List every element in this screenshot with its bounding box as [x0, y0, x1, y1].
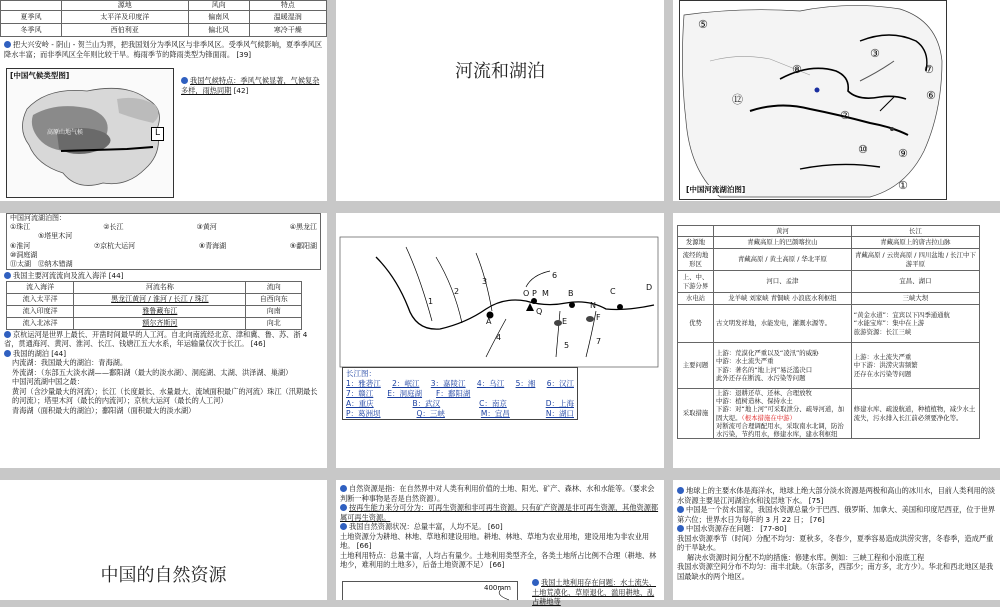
table-cell: 寒冷干燥 — [249, 24, 326, 37]
map-number: ⑦ — [924, 63, 934, 76]
map-label: Q — [536, 307, 543, 316]
map-label: D — [646, 283, 653, 292]
climate-map-graphic — [7, 69, 173, 197]
red-note: （根本措施在中游） — [741, 413, 796, 422]
legend-item: ③黄河 — [196, 223, 217, 232]
water-paragraph: 中国水资源存在问题： [77-80] — [673, 524, 1000, 534]
table-cell: 水电站 — [678, 293, 714, 305]
resource-paragraph: 土地资源分为耕地、林地、草地和建设用地。耕地、林地、草地为农业用地，建设用地为非农业用地。 [66] — [340, 531, 650, 550]
map-label: 5 — [564, 341, 570, 350]
canal-paragraph: 京杭运河是世界上最长、开凿时间最早的人工河。自北向南流经北京、津和冀、鲁、苏、浙 4 省，贯通海河、黄河、淮河、长江、钱塘江五大水系，年运输量仅次于长江。 [46] — [4, 329, 308, 349]
table-header-cell: 长江 — [851, 226, 979, 237]
legend-item: ②长江 — [103, 223, 124, 232]
legend-item: ⑪太湖 — [10, 260, 31, 269]
map-number: ⑥ — [926, 89, 936, 102]
slide-title-rivers[interactable] — [336, 0, 664, 201]
legend-item: ⑫纳木错湖 — [37, 260, 73, 269]
table-header-cell: 风向 — [188, 1, 249, 11]
table-cell: 古文明发祥地，水能发电，灌溉水源等。 — [714, 305, 852, 343]
map-title: [中国气候类型图] — [10, 71, 70, 80]
river-legend-box: 中国河流湖泊图： ①珠江 ②长江 ③黄河 ④黑龙江 ⑤塔里木河 ⑥淮河 ⑦京杭大运河 ⑧青海湖 ⑨鄱阳湖 ⑩洞庭湖 ⑪太湖 ⑫纳木错湖 — [6, 213, 321, 270]
smile-icon — [677, 506, 684, 513]
water-paragraph: 中国是一个贫水国家，我国水资源总量少于巴西、俄罗斯、加拿大、美国和印度尼西亚，位于世界第六位；世界水日为每年的 3 月 22 日； [76] — [677, 505, 996, 524]
smile-icon — [4, 350, 11, 357]
water-paragraph: 地球上的主要水体是海洋水，地球上绝大部分淡水资源是两极和高山的冰川水，目前人类利用的淡水资源主要是江河湖泊水和浅层地下水。 [75] — [677, 486, 996, 505]
slide-yangtze-map[interactable] — [336, 213, 664, 468]
table-cell: 青藏高原上的唐古拉山脉 — [851, 237, 979, 249]
map-number: ⑫ — [732, 93, 743, 106]
table-cell: 流经的地形区 — [678, 249, 714, 271]
table-cell: 流入北冰洋 — [7, 317, 74, 329]
map-label: 3 — [482, 277, 488, 286]
legend-item: 4：乌江 — [476, 378, 505, 388]
table-cell: 上游：荒漠化严重以及“凌汛”的威胁 中游：水土流失严重 下游：著名的“地上河”易泛滥决口 此外还存在断流、水污染等问题 — [714, 343, 852, 389]
table-cell: 上、中、下游分界 — [678, 271, 714, 293]
map-inner-label: 高原山地气候 — [47, 129, 84, 136]
table-cell: 龙羊峡 刘家峡 青铜峡 小浪底水利枢纽 — [714, 293, 852, 305]
legend-item: ④黑龙江 — [289, 223, 317, 232]
slide-climate[interactable] — [0, 0, 327, 201]
resource-paragraph: 我国自然资源状况：总量丰富，人均不足。 [60] — [336, 522, 664, 532]
table-cell: 三峡大坝 — [851, 293, 979, 305]
legend-item: E：洞庭湖 — [387, 388, 423, 398]
slide-title: 河流和湖泊 — [455, 61, 545, 82]
river-ocean-table — [6, 281, 302, 330]
smile-icon — [677, 487, 684, 494]
table-cell: 向南 — [246, 305, 302, 317]
legend-item: M：宜昌 — [480, 408, 510, 418]
map-label: 6 — [552, 271, 558, 280]
table-cell: 宜昌、湖口 — [851, 271, 979, 293]
table-cell: 自西向东 — [246, 293, 302, 305]
legend-item: 7：赣江 — [346, 388, 374, 398]
table-cell: 雅鲁藏布江 — [74, 305, 246, 317]
legend-item: ⑩洞庭湖 — [10, 250, 38, 259]
table-cell: 上游：退耕还草、还林、合理放牧 中游：植树造林、保持水土 下游：对“地上河”可采取泄分、疏导河道，加固大堤。（根本措施在中游） 对断流可合理调配用水，采取南水北调，防治水污染，节约用水，修建水库，建水利枢纽 — [714, 389, 852, 439]
resource-paragraph: 自然资源是指：在自然界中对人类有利用价值的土地、阳光、矿产、森林、水和水能等。（要求会判断一种事物是否是自然资源）。 — [340, 484, 655, 503]
table-cell: 优势 — [678, 305, 714, 343]
table-cell: 采取措施 — [678, 389, 714, 439]
legend-item: 5：湘 — [515, 378, 536, 388]
yangtze-map-graphic — [336, 227, 664, 377]
smile-icon — [532, 579, 539, 586]
map-label: B — [568, 289, 574, 298]
legend-item: C：南京 — [479, 398, 507, 408]
legend-item: ⑧青海湖 — [198, 241, 227, 250]
monsoon-table — [0, 0, 327, 37]
table-cell: 偏北风 — [188, 24, 249, 37]
resource-paragraph: 按再生能力来分可分为：可再生资源和非可再生资源。只有矿产资源是非可再生资源，其他资源都属可再生资源。 — [340, 503, 659, 522]
water-paragraph: 我国水资源季节（时间）分配不均匀：夏秋多，冬春少，夏季容易造成洪涝灾害，冬春季，造成严重的干旱缺水。 — [677, 533, 994, 552]
smile-icon — [4, 272, 11, 279]
map-label: E — [562, 317, 568, 326]
climate-note: 我国气候特点：季风气候显著，气候复杂多样，雨热同期 [42] — [181, 76, 320, 95]
table-cell: 温暖湿润 — [249, 11, 326, 24]
table-cell: 青藏高原 / 云贵高原 / 四川盆地 / 长江中下游平原 — [851, 249, 979, 271]
river-compare-table — [677, 225, 980, 439]
table-cell: 太平洋及印度洋 — [61, 11, 188, 24]
legend-item: 2：岷江 — [392, 378, 420, 388]
map-label: N — [590, 301, 596, 310]
map-label: A — [486, 317, 492, 326]
table-cell: 流入太平洋 — [7, 293, 74, 305]
table-header-cell: 黄河 — [714, 226, 852, 237]
map-number: ③ — [870, 47, 880, 60]
inner-lake-text: 内流湖：我国最大的湖泊：青海湖。 — [12, 358, 128, 368]
table-header-cell — [678, 226, 714, 237]
legend-item: ⑨鄱阳湖 — [289, 241, 317, 250]
map-label: 400mm — [484, 584, 511, 592]
table-cell: 冬季风 — [1, 24, 62, 37]
slide-title: 中国的自然资源 — [100, 565, 227, 586]
legend-item: ⑦京杭大运河 — [93, 241, 136, 250]
smile-icon — [677, 525, 684, 532]
table-cell: 修建水库、疏浚航道，种植植物，减少水土流失，污水排入长江前必须要净化等。 — [851, 389, 979, 439]
river-map-graphic — [680, 1, 948, 201]
legend-item: Q：三峡 — [416, 408, 445, 418]
land-map-graphic — [343, 582, 517, 600]
china-most-title: 中国河流湖中国之最： — [12, 377, 84, 387]
table-cell: 黑龙江黄河 / 淮河 / 长江 / 珠江 — [74, 293, 246, 305]
monsoon-paragraph: 把大兴安岭 - 阴山 - 贺兰山为界，把我国划分为季风区与非季风区。受季风气候影响，夏季季风区降水丰富；而非季风区全年则比较干旱。梅雨季节的降雨类型为锋面雨。 [39] — [4, 40, 323, 59]
legend-item: D：上海 — [545, 398, 574, 408]
legend-item: F：鄱阳湖 — [436, 388, 471, 398]
map-marker-label: L — [151, 127, 164, 141]
river-lake-map — [679, 0, 947, 200]
table-header-cell: 源地 — [61, 1, 188, 11]
slide-river-map[interactable] — [673, 0, 1000, 201]
slide-water-resources[interactable] — [673, 480, 1000, 600]
legend-item: ①珠江 — [10, 223, 31, 232]
legend-item: B：武汉 — [412, 398, 441, 408]
water-paragraph: 我国水资源空间分布不均匀：南丰北缺。（东部多，西部少；南方多，北方少）。华北和西北地区是我国最缺水的两个地区。 — [677, 562, 994, 581]
map-label: P — [532, 289, 537, 298]
table-cell: 河口、孟津 — [714, 271, 852, 293]
legend-item: 3：嘉陵江 — [430, 378, 466, 388]
table-cell: 发源地 — [678, 237, 714, 249]
table-cell: 西伯利亚 — [61, 24, 188, 37]
table-cell: 主要问题 — [678, 343, 714, 389]
map-number: ⑧ — [792, 63, 802, 76]
map-number: ⑤ — [698, 18, 708, 31]
map-label: M — [542, 289, 549, 298]
legend-item: N：湖口 — [545, 408, 574, 418]
map-label: 7 — [596, 337, 602, 346]
smile-icon — [340, 504, 347, 511]
table-cell: 夏季风 — [1, 11, 62, 24]
slide-rivers-lakes[interactable] — [0, 213, 327, 468]
water-paragraph: 解决水资源时间分配不均的措施：修建水库。例如：三峡工程和小浪底工程 — [687, 552, 925, 562]
legend-item: 6：汉江 — [546, 378, 574, 388]
map-title: [中国河流湖泊图] — [686, 185, 746, 194]
smile-icon — [340, 485, 347, 492]
legend-item: ⑥淮河 — [10, 241, 31, 250]
table-header-cell — [1, 1, 62, 11]
yangtze-legend-box: 长江图： 1：雅砻江 2：岷江 3：嘉陵江 4：乌江 5：湘 6：汉江 7：赣江 E：洞庭湖 F：鄱阳湖 A：重庆 B：武汉 C：南京 D：上海 P：葛洲坝 Q：三峡 M：宜昌 N：湖口 — [342, 367, 578, 420]
resource-paragraph: 土地利用特点：总量丰富，人均占有量少。土地利用类型齐全，各类土地所占比例不合理（耕地、林地少，难利用的土地多），后备土地资源不足） [66] — [340, 550, 657, 569]
china-most-text: 黄河（含沙量最大的河流）；长江（长度最长、水量最大、流域面积最广的河流）珠江（汛期最长的河流）；塔里木河（最长的内流河）；京杭大运河（最长的人工河） — [12, 386, 318, 406]
river-table-title: 我国主要河流流向及流入海洋 [44] — [0, 271, 327, 281]
table-cell: 偏南风 — [188, 11, 249, 24]
legend-item: ⑤塔里木河 — [38, 232, 73, 241]
legend-item: P：葛洲坝 — [346, 408, 381, 418]
lake-most-text: 青海湖（面积最大的湖泊）；鄱阳湖（面积最大的淡水湖） — [12, 405, 196, 415]
table-cell: “黄金水道”：宜宾以下四季通通航 “水能宝库”：集中在上游 旅游资源：长江三峡 — [851, 305, 979, 343]
map-label: C — [610, 287, 616, 296]
slide-river-compare[interactable] — [673, 213, 1000, 468]
land-problem-text: 我国土地利用存在问题：水土流失、土地荒漠化、草原退化、滥用耕地、乱占耕地等 — [532, 578, 657, 606]
smile-icon — [4, 41, 11, 48]
outer-lake-text: 外流湖：（东部五大淡水湖——鄱阳湖（最大的淡水湖）、洞庭湖、太湖、洪泽湖、巢湖） — [12, 367, 293, 377]
map-label: 2 — [454, 287, 460, 296]
map-label: 1 — [428, 297, 434, 306]
slide-title-resources[interactable] — [0, 480, 327, 600]
land-use-map — [342, 581, 518, 600]
table-cell: 青藏高原 / 黄土高原 / 华北平原 — [714, 249, 852, 271]
table-cell: 流入印度洋 — [7, 305, 74, 317]
table-cell: 上游：水土流失严重 中下游：洪涝灾害频繁 还存在水污染等问题 — [851, 343, 979, 389]
climate-map — [6, 68, 174, 198]
table-cell: 青藏高原上的巴颜喀拉山 — [714, 237, 852, 249]
slide-natural-resources[interactable] — [336, 480, 664, 606]
smile-icon — [4, 331, 11, 338]
map-number: ② — [840, 109, 850, 122]
table-cell: 向北 — [246, 317, 302, 329]
table-header-cell: 流向 — [246, 281, 302, 293]
map-label: 4 — [496, 333, 502, 342]
map-label: F — [596, 313, 601, 322]
map-number: ⑩ — [858, 143, 868, 156]
lakes-title: 我国的湖泊 [44] — [0, 349, 327, 359]
map-label: O — [523, 289, 530, 298]
legend-item: A：重庆 — [346, 398, 374, 408]
table-header-cell: 流入海洋 — [7, 281, 74, 293]
smile-icon — [340, 523, 347, 530]
legend-item: 1：雅砻江 — [346, 378, 381, 388]
map-number: ⑨ — [898, 147, 908, 160]
table-header-cell: 河流名称 — [74, 281, 246, 293]
map-number: ① — [898, 179, 908, 192]
table-header-cell: 特点 — [249, 1, 326, 11]
smile-icon — [181, 77, 188, 84]
table-cell: 额尔齐斯河 — [74, 317, 246, 329]
